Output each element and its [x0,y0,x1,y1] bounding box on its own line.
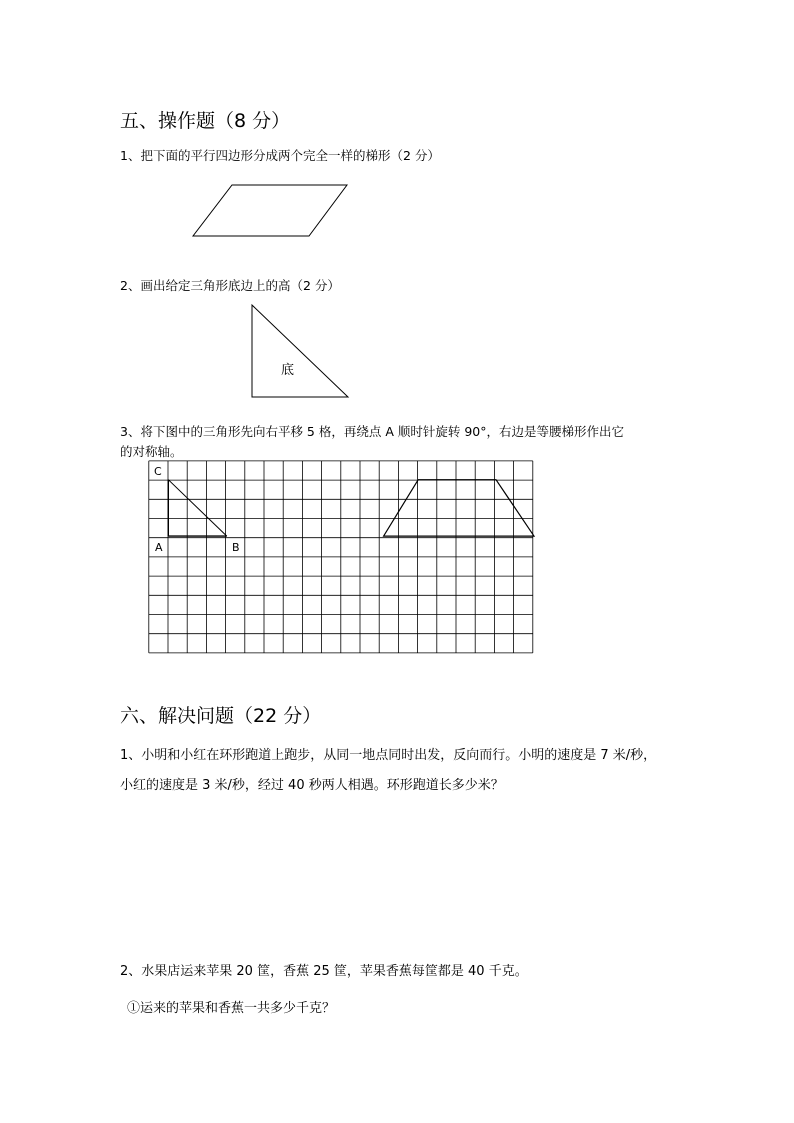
question-6-1-line2: 小红的速度是 3 米/秒，经过 40 秒两人相遇。环形跑道长多少米？ [120,778,504,793]
parallelogram-figure [193,185,347,236]
right-triangle-figure [252,305,348,397]
question-6-2-sub1: ①运来的苹果和香蕉一共多少千克？ [127,1001,336,1016]
section6-heading: 六、解决问题（22 分） [120,705,322,727]
question-6-1-line1: 1、小明和小红在环形跑道上跑步，从同一地点同时出发，反向而行。小明的速度是 7 米/秒， [120,748,657,763]
question-5-1: 1、把下面的平行四边形分成两个完全一样的梯形（2 分） [120,148,440,163]
question-6-2: 2、水果店运来苹果 20 筐，香蕉 25 筐，苹果香蕉每筐都是 40 千克。 [120,964,528,979]
isosceles-trapezoid-figure [384,480,534,536]
triangle-side-cb [168,480,227,536]
point-b-label: B [232,541,240,554]
question-5-2: 2、画出给定三角形底边上的高（2 分） [120,278,340,293]
question-5-3-line2: 的对称轴。 [120,444,183,459]
section5-heading: 五、操作题（8 分） [120,110,291,132]
square-grid [149,461,533,653]
point-a-label: A [155,541,163,554]
triangle-base-label: 底 [281,363,295,378]
question-5-3-line1: 3、将下图中的三角形先向右平移 5 格，再绕点 A 顺时针旋转 90°，右边是等腰梯形作出它 [120,424,624,439]
point-c-label: C [154,465,162,478]
